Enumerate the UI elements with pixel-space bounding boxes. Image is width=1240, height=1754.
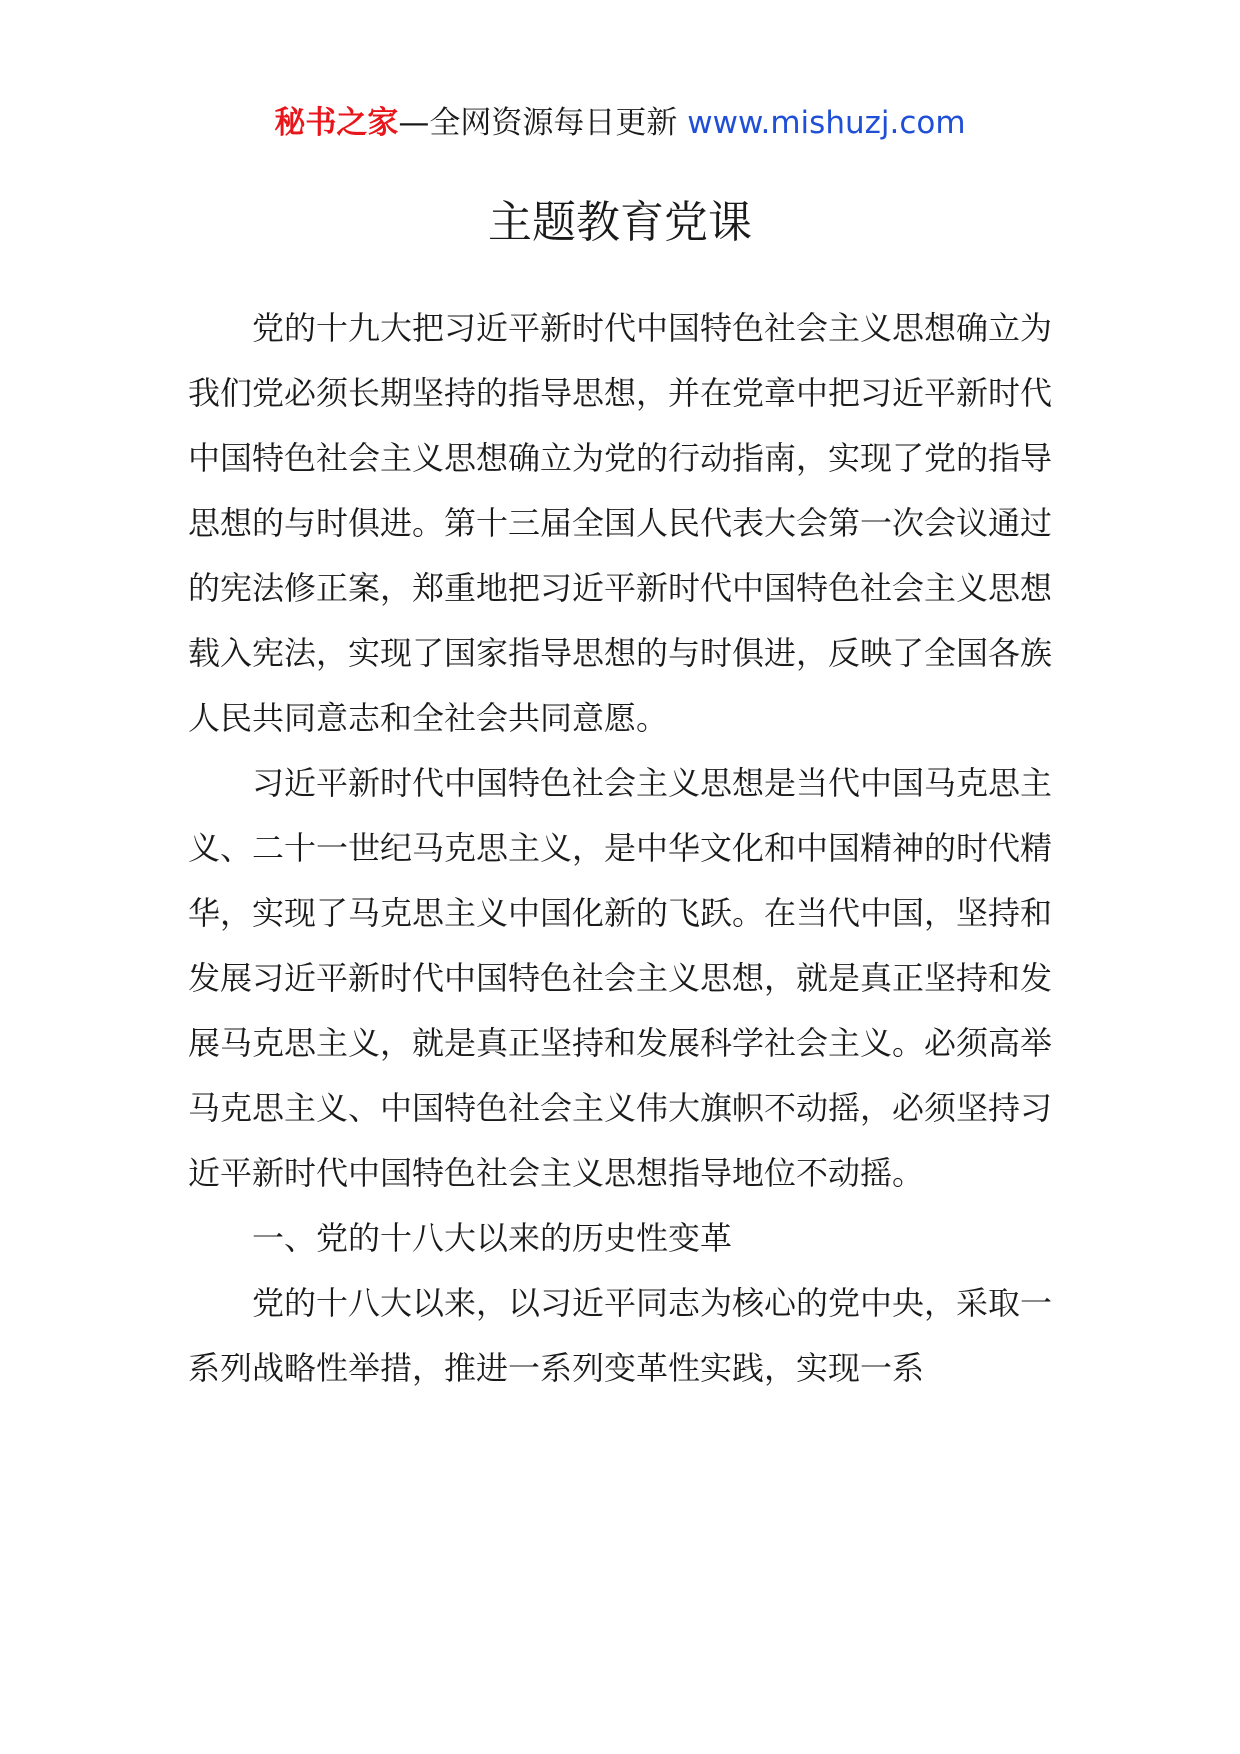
- document-title: 主题教育党课: [488, 197, 752, 248]
- header-tagline: —全网资源每日更新: [398, 105, 678, 141]
- section-heading: 一、党的十八大以来的历史性变革: [252, 1219, 733, 1257]
- brand-name: 秘书之家: [274, 105, 399, 141]
- site-url-link[interactable]: www.mishuzj.com: [687, 105, 966, 141]
- site-header: [0, 98, 1240, 148]
- document-body: [188, 296, 1052, 1401]
- paragraph: 党的十八大以来，以习近平同志为核心的党中央，采取一系列战略性举措，推进一系列变革性实践，实现一系: [188, 1284, 1053, 1387]
- paragraph: 习近平新时代中国特色社会主义思想是当代中国马克思主义、二十一世纪马克思主义，是中华文化和中国精神的时代精华，实现了马克思主义中国化新的飞跃。在当代中国，坚持和发展习近平新时代中国特色社会主义思想，就是真正坚持和发展马克思主义，就是真正坚持和发展科学社会主义。必须高举马克思主义、中国特色社会主义伟大旗帜不动摇，必须坚持习近平新时代中国特色社会主义思想指导地位不动摇。: [188, 764, 1053, 1192]
- paragraph: 党的十九大把习近平新时代中国特色社会主义思想确立为我们党必须长期坚持的指导思想，并在党章中把习近平新时代中国特色社会主义思想确立为党的行动指南，实现了党的指导思想的与时俱进。第十三届全国人民代表大会第一次会议通过的宪法修正案，郑重地把习近平新时代中国特色社会主义思想载入宪法，实现了国家指导思想的与时俱进，反映了全国各族人民共同意志和全社会共同意愿。: [188, 309, 1053, 737]
